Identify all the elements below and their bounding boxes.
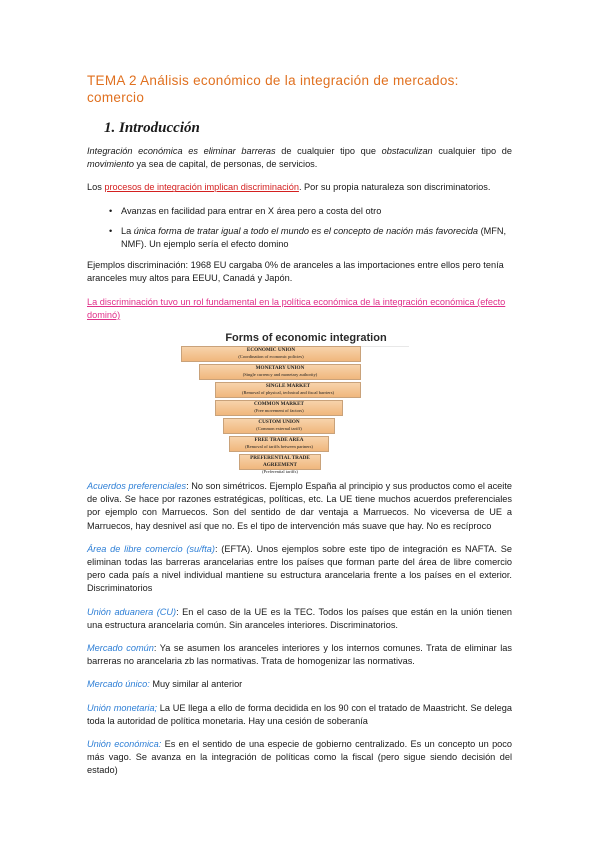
section-heading: 1. Introducción <box>104 120 200 136</box>
intro-italic-2: obstaculizan <box>381 146 433 156</box>
level-desc: (Free movement of factors) <box>254 408 304 414</box>
level-name: CUSTOM UNION <box>258 419 300 426</box>
level-desc: (Single currency and monetary authority) <box>242 372 318 378</box>
level-desc: (Preferential tariffs) <box>262 469 298 475</box>
term-label: Unión monetaria; <box>87 702 158 713</box>
pink-note-link[interactable]: La discriminación tuvo un rol fundamental en la política económica de la integración económica (efecto dominó) <box>87 296 506 320</box>
definition-union-aduanera <box>87 606 512 632</box>
bullet-item <box>109 205 512 218</box>
term-text: La UE llega a ello de forma decidida en los 90 con el tratado de Maastricht. Se delega toda la autoridad de política monetaria. Hay una cesión de soberanía <box>87 702 513 726</box>
pyramid-level <box>239 454 321 475</box>
definition-acuerdos <box>87 480 512 533</box>
pyramid-level <box>223 418 335 434</box>
disc-pre: Los <box>87 182 105 193</box>
example-paragraph: Ejemplos discriminación: 1968 EU cargaba 0% de aranceles a las importaciones entre ellos pero tenía aranceles muy altos para EEUU, Canadá y Japón. <box>87 260 504 284</box>
intro-text-2: cualquier tipo de <box>432 146 512 156</box>
term-label: Mercado común <box>87 643 154 654</box>
discrimination-paragraph <box>87 181 512 194</box>
pyramid-level <box>215 382 361 398</box>
level-desc: (Removal of tariffs between partners) <box>245 444 313 450</box>
term-text: Es en el sentido de una especie de gobierno centralizado. Es un concepto un poco más vago. Se avanza en la integración de políticas como la fiscal (pero sigue siendo decisión del estado) <box>87 739 512 776</box>
definition-mercado-comun <box>87 642 512 668</box>
discrimination-link[interactable]: procesos de integración implican discriminación <box>104 182 299 193</box>
intro-italic-1: Integración económica es eliminar barreras <box>87 146 276 156</box>
term-label: Mercado único: <box>87 679 150 690</box>
intro-italic-3: movimiento <box>87 159 134 170</box>
level-name: MONETARY UNION <box>255 365 305 372</box>
page-content <box>87 72 512 778</box>
level-name: COMMON MARKET <box>254 401 304 408</box>
term-text: : Ya se asumen los aranceles interiores y los internos comunes. Trata de eliminar las barreras no arancelaria zb las normativas. Trata de homogenizar las normativas. <box>87 643 512 667</box>
bullet-text-italic: única forma de tratar igual a todo el mundo es el concepto de nación más favorecida <box>133 225 479 236</box>
term-label: Acuerdos preferenciales <box>87 481 187 492</box>
bullet-text-post: (MFN, NMF). Un ejemplo sería el efecto domino <box>121 225 507 250</box>
intro-text-1: de cualquier tipo que <box>275 146 382 156</box>
bullet-text: Avanzas en facilidad para entrar en X área pero a costa del otro <box>121 205 382 216</box>
term-text: : (EFTA). Unos ejemplos sobre este tipo de integración es NAFTA. Se eliminan todas las barreras arancelarias entre los países que forman parte del área de libre comercio pero cada país a nivel individual mantiene su estructura arancelaria frente a los países en el exterior. Discriminatorios <box>87 543 513 594</box>
level-name: FREE TRADE AREA <box>254 437 304 444</box>
term-label: Área de libre comercio (su/fta) <box>87 543 215 554</box>
term-label: Unión económica: <box>87 739 162 750</box>
pyramid-title: Forms of economic integration <box>203 330 409 347</box>
level-desc: (Coordination of economic policies) <box>238 354 304 360</box>
bullet-icon: • <box>109 205 113 216</box>
pyramid-level <box>215 400 343 416</box>
bullet-icon: • <box>109 225 113 236</box>
level-name: ECONOMIC UNION <box>246 347 296 354</box>
bullet-item <box>109 225 512 251</box>
term-text: : En el caso de la UE es la TEC. Todos los países que están en la unión tienen una estructura arancelaria común. Sin aranceles interiores. Discriminatorios. <box>87 606 512 630</box>
bullet-text-pre: La <box>121 225 134 236</box>
term-text: : No son simétricos. Ejemplo España al principio y sus productos como el aceite de oliva. Se hace por razones estratégicas, políticas, etc. La UE tiene muchos acuerdos preferenciales por ejemplo con Marruecos. Son del sentido de dar ventaja a Marruecos. No viceversa de UE a Marruecos, hay desnivel así que no. Es el tipo de intervención más suave que hay. No es recíproco <box>87 481 512 531</box>
disc-post: . Por su propia naturaleza son discriminatorios. <box>298 182 491 193</box>
pyramid-level <box>181 346 361 362</box>
level-desc: (Removal of physical, technical and fiscal barriers) <box>241 390 335 396</box>
integration-pyramid-diagram <box>181 330 411 475</box>
intro-text-3: ya sea de capital, de personas, de servicios. <box>133 159 318 170</box>
definition-union-monetaria <box>87 702 512 728</box>
term-text: Muy similar al anterior <box>149 679 243 690</box>
level-desc: (Common external tariff) <box>256 426 302 432</box>
level-name: PREFERENTIAL TRADE AGREEMENT <box>250 455 310 469</box>
definition-union-economica <box>87 738 512 778</box>
bullet-list <box>87 205 512 252</box>
topic-title: TEMA 2 Análisis económico de la integración de mercados: comercio <box>87 73 459 105</box>
term-label: Unión aduanera (CU) <box>87 606 177 617</box>
pyramid-level <box>199 364 361 380</box>
intro-paragraph <box>87 145 512 171</box>
definition-area-libre-comercio <box>87 543 512 596</box>
pyramid-level <box>229 436 329 452</box>
definition-mercado-unico <box>87 678 512 691</box>
level-name: SINGLE MARKET <box>265 383 311 390</box>
